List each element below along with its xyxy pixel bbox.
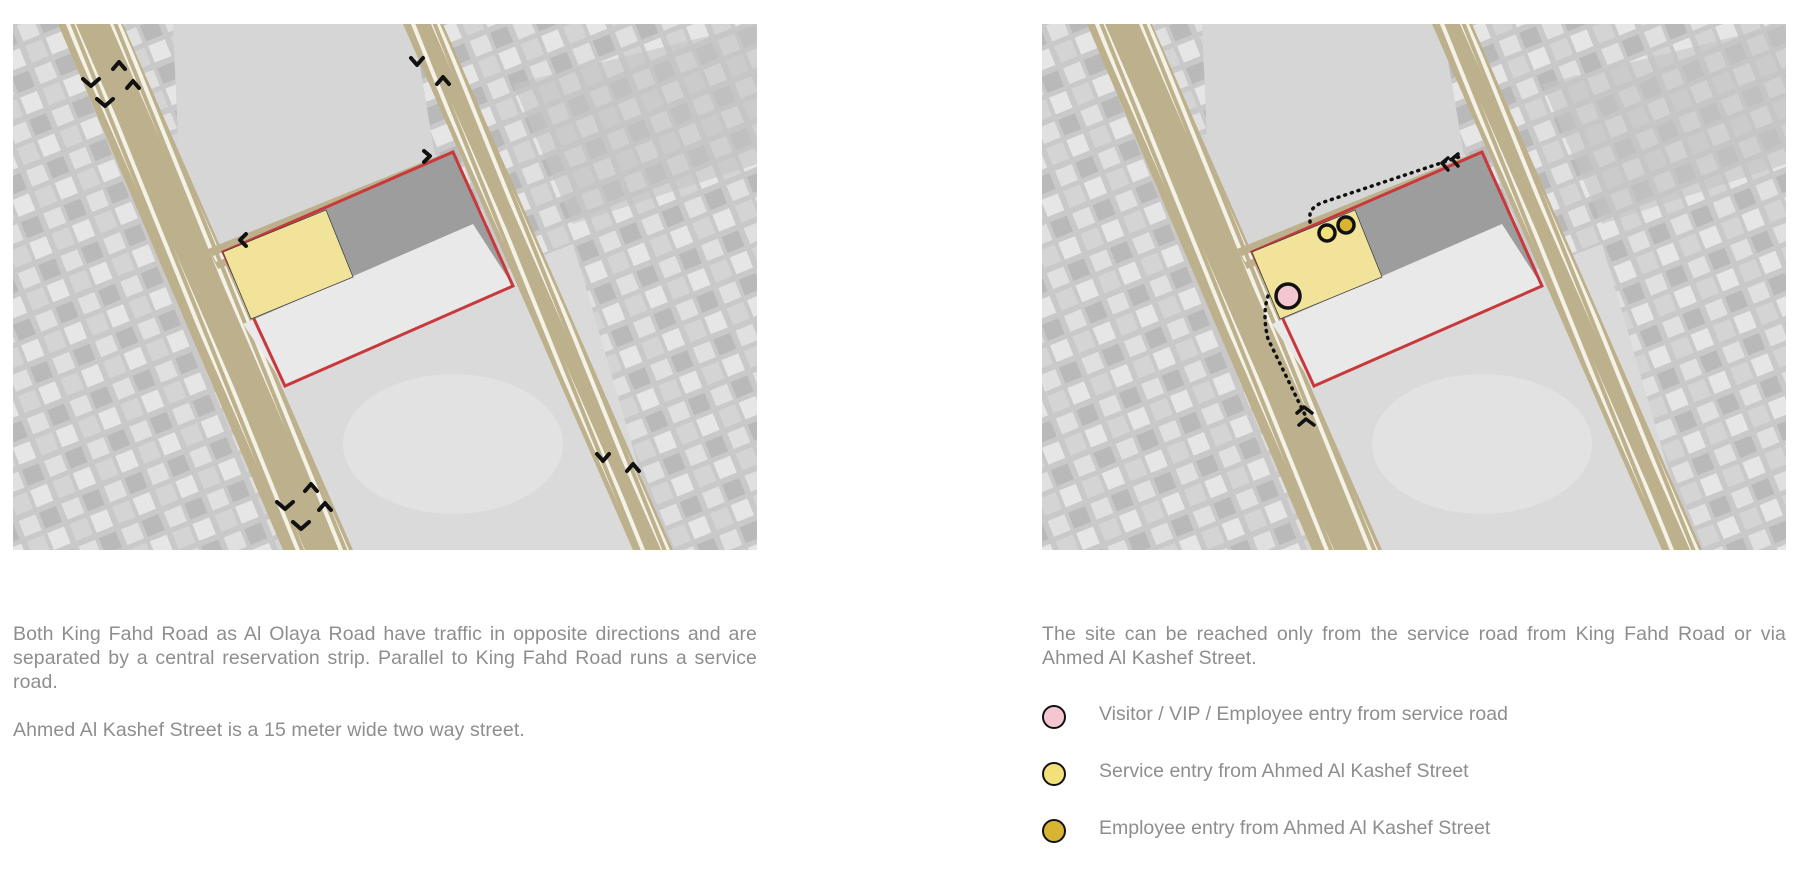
access-paragraph-1: The site can be reached only from the service road from King Fahd Road or via Ahmed Al Kashef Street.	[1042, 623, 1786, 669]
legend-item-service	[1042, 759, 1786, 816]
yellow-dot-icon	[1042, 762, 1066, 786]
visitor-vip-entry-marker	[1276, 284, 1300, 308]
legend-label: Employee entry from Ahmed Al Kashef Street	[1099, 817, 1491, 839]
traffic-description	[13, 622, 757, 766]
legend-label: Visitor / VIP / Employee entry from service road	[1099, 703, 1508, 725]
gold-dot-icon	[1042, 819, 1066, 843]
employee-entry-marker	[1338, 217, 1354, 233]
service-entry-marker	[1319, 225, 1335, 241]
legend-item-visitor	[1042, 702, 1786, 759]
entry-legend	[1042, 702, 1786, 873]
traffic-paragraph-2: Ahmed Al Kashef Street is a 15 meter wide two way street.	[13, 719, 525, 741]
pink-dot-icon	[1042, 705, 1066, 729]
site-access-map	[1042, 24, 1786, 550]
access-description	[1042, 622, 1786, 670]
legend-item-employee	[1042, 816, 1786, 873]
traffic-directions-map	[13, 24, 757, 550]
traffic-paragraph-1: Both King Fahd Road as Al Olaya Road have traffic in opposite directions and are separated by a central reservation strip. Parallel to King Fahd Road runs a service road.	[13, 623, 757, 693]
legend-label: Service entry from Ahmed Al Kashef Street	[1099, 760, 1469, 782]
